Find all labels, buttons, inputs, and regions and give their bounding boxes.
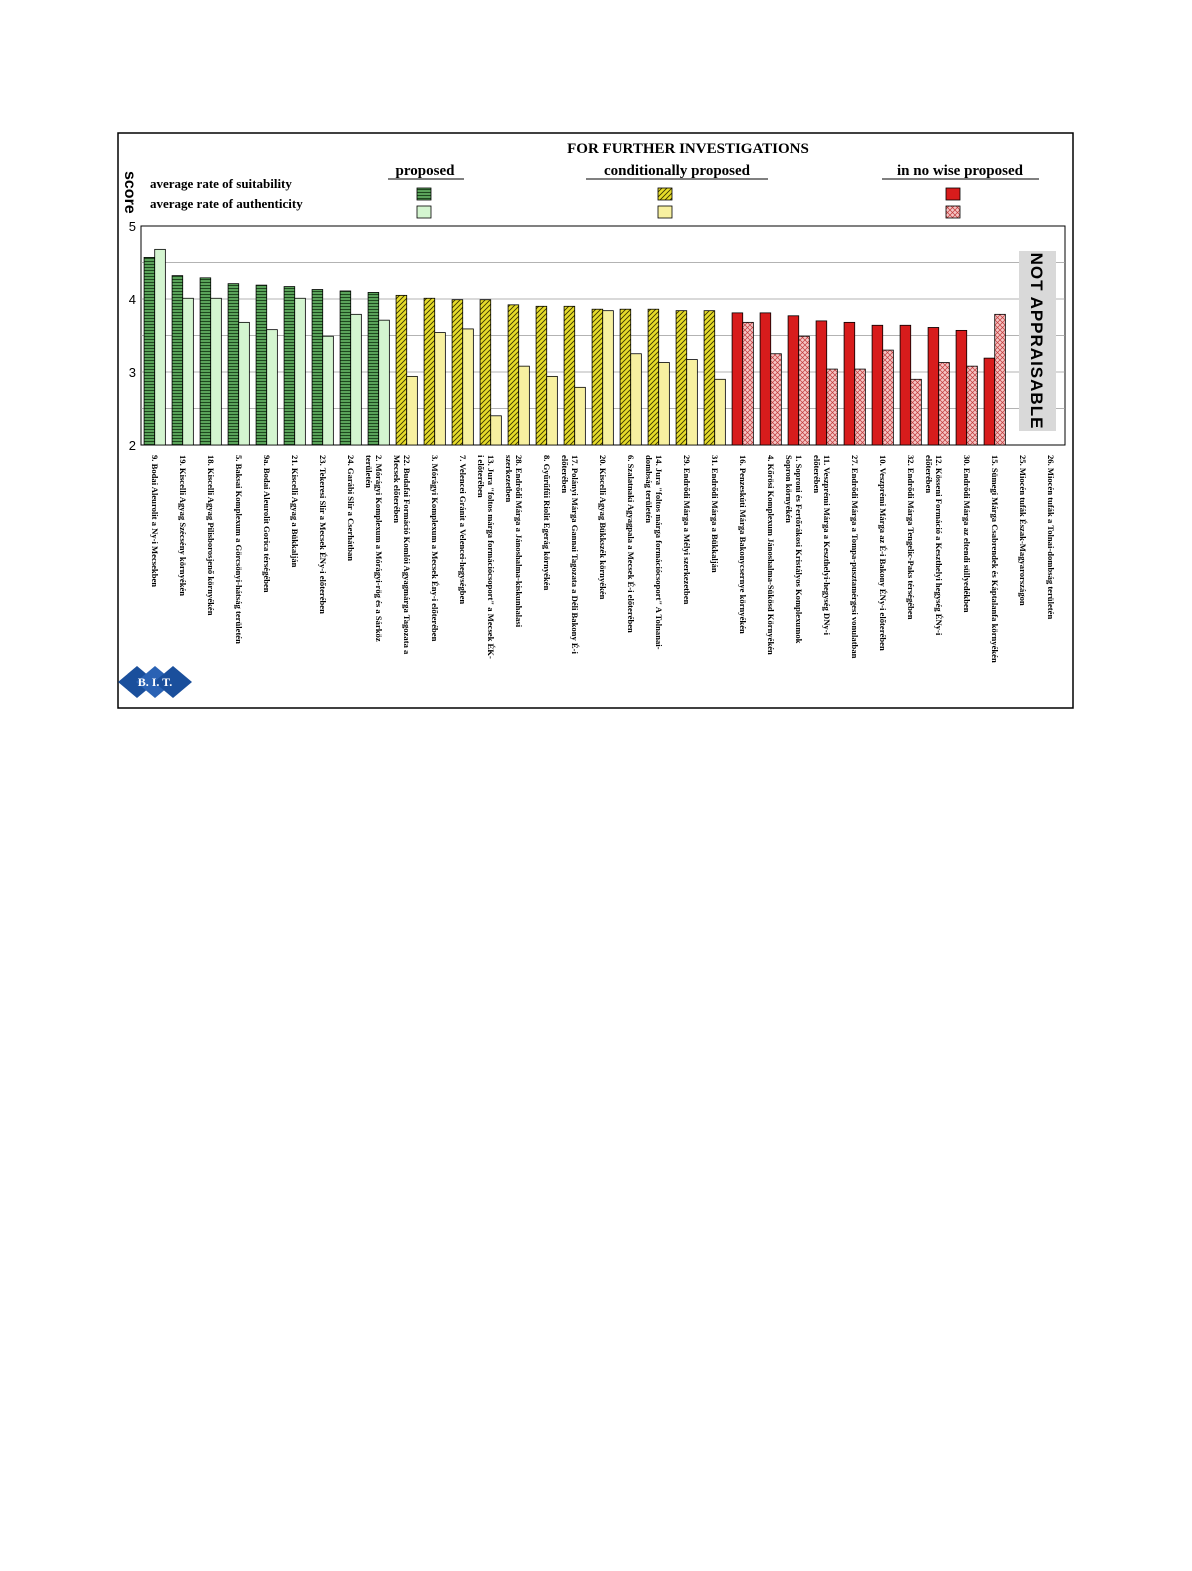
- category-label-line: Mecsek előterében: [392, 455, 402, 524]
- category-label: [150, 455, 160, 587]
- category-label-line: 29. Endrődi Márga a Mélyi szerkezetben: [682, 455, 692, 605]
- bar-suitability: [844, 322, 855, 445]
- bar-authenticity: [939, 363, 950, 445]
- bar-suitability: [228, 284, 239, 445]
- bar-suitability: [788, 316, 799, 445]
- bar-authenticity: [155, 249, 166, 445]
- legend-swatch-notproposed-suitability: [946, 188, 960, 200]
- bar-authenticity: [435, 333, 446, 445]
- category-label: [346, 455, 356, 561]
- bar-suitability: [200, 278, 211, 445]
- category-label: [710, 455, 720, 573]
- category-label: [318, 455, 328, 614]
- category-label-line: 30. Endrődi Márga az eltendi süllyedékben: [962, 455, 972, 613]
- bar-suitability: [284, 287, 295, 445]
- bar-authenticity: [799, 336, 810, 445]
- bar-suitability: [396, 295, 407, 445]
- category-label: [1046, 455, 1056, 619]
- category-label-line: 8. Gyűrűfűi Riolit Egerág környékén: [542, 455, 552, 591]
- category-label-line: Sopron környékén: [784, 455, 794, 523]
- category-label-line: 13. Jura "foltos márga formációcsoport" a Mecsek ÉK-: [486, 455, 496, 659]
- logo-text: B. I. T.: [137, 675, 173, 689]
- bar-authenticity: [771, 354, 782, 445]
- legend-swatch-proposed-authenticity: [417, 206, 431, 218]
- bar-authenticity: [351, 314, 362, 445]
- bar-suitability: [872, 325, 883, 445]
- y-tick-label: 5: [128, 219, 136, 234]
- bar-suitability: [480, 300, 491, 445]
- legend-swatch-conditional-authenticity: [658, 206, 672, 218]
- category-label-line: szerkezetben: [504, 455, 514, 503]
- category-label-line: 31. Endrődi Márga a Bükkalján: [710, 455, 720, 573]
- category-label-line: területén: [364, 455, 374, 488]
- bar-suitability: [648, 309, 659, 445]
- bar-authenticity: [603, 311, 614, 445]
- category-label-line: dombság területén: [644, 455, 654, 524]
- bar-authenticity: [883, 350, 894, 445]
- bar-authenticity: [491, 416, 502, 445]
- category-label-line: i előterében: [476, 455, 486, 498]
- bar-suitability: [760, 313, 771, 445]
- bar-suitability: [620, 309, 631, 445]
- bar-authenticity: [743, 322, 754, 445]
- category-label-line: 32. Endrődi Márga Tengelic-Paks térségében: [906, 455, 916, 620]
- y-tick-label: 3: [128, 365, 136, 380]
- bar-authenticity: [855, 369, 866, 445]
- not-appraisable-label: NOT APPRAISABLE: [1027, 252, 1046, 430]
- bar-authenticity: [547, 376, 558, 445]
- category-label-line: 4. Kőrösi Komplexum Jánoshalma-Sükösd Környékén: [766, 455, 776, 655]
- bar-authenticity: [911, 379, 922, 445]
- category-label-line: 17. Polányi Márga Gannai Tagozata a Déli Bakony É-i: [570, 455, 580, 654]
- bar-authenticity: [715, 379, 726, 445]
- category-label-line: 12. Kösseni Formáció a Keszthelyi hegység ÉNy-i: [934, 455, 944, 636]
- bar-suitability: [676, 311, 687, 445]
- group-label-conditional: conditionally proposed: [603, 163, 751, 179]
- bar-suitability: [956, 330, 967, 445]
- category-label: [598, 455, 608, 600]
- category-label-line: 14. Jura "foltos márga formációcsoport" A Tolnanai-: [654, 455, 664, 650]
- bar-authenticity: [967, 366, 978, 445]
- category-label: [290, 455, 300, 568]
- bar-suitability: [984, 358, 995, 445]
- category-label: [262, 455, 272, 593]
- bar-authenticity: [519, 366, 530, 445]
- legend-swatch-proposed-suitability: [417, 188, 431, 200]
- category-label-line: 9. Bodai Aleurolit a Ny-i Mecsekben: [150, 455, 160, 588]
- category-label: [906, 455, 916, 620]
- category-label-line: 18. Kiscelli Agyag Pilisborosjenő környékén: [206, 455, 216, 616]
- legend-suitability-label: average rate of suitability: [150, 176, 292, 191]
- bar-suitability: [452, 300, 463, 445]
- bar-suitability: [928, 327, 939, 445]
- category-label-line: előterében: [812, 455, 822, 494]
- category-label-line: 2. Mórágyi Komplexum a Mórágyi-rög és a Sárköz: [374, 455, 384, 642]
- category-label-line: 15. Sümegi Márga Csabrendek és Káptalanfa környékén: [990, 455, 1000, 663]
- category-label-line: 28. Endrődi Márga a Jánoshalma-kiskunhalasi: [514, 455, 524, 628]
- category-label-line: 16. Penzeskúti Márga Bakonycsernye környékén: [738, 455, 748, 634]
- bar-suitability: [816, 321, 827, 445]
- category-label-line: 11. Veszprémi Márga a Keszthelyi-hegység DNy-i: [822, 455, 832, 635]
- category-label-line: 21. Kiscelli Agyag a Bükkalján: [290, 455, 300, 568]
- category-label: [542, 455, 552, 591]
- bar-suitability: [508, 305, 519, 445]
- category-label-line: 23. Tekeresi Slír a Mecsek ÉNy-i előterében: [318, 455, 328, 614]
- category-label-line: 10. Veszprémi Márga az É-i Bakony ÉNy-i előterében: [878, 455, 888, 651]
- bar-suitability: [704, 311, 715, 445]
- legend-swatch-conditional-suitability: [658, 188, 672, 200]
- category-label-line: 24. Garábi Slír a Cserhátban: [346, 455, 356, 562]
- y-tick-label: 4: [128, 292, 136, 307]
- bar-authenticity: [379, 320, 390, 445]
- bar-authenticity: [463, 329, 474, 445]
- legend-swatch-notproposed-authenticity: [946, 206, 960, 218]
- category-label-line: 22. Budafai Formáció Komlói Agyagmárga Tagozata a: [402, 455, 412, 655]
- category-label: [766, 455, 776, 655]
- bar-suitability: [536, 306, 547, 445]
- category-label-line: 20. Kiscelli Agyag Bükkszék környékén: [598, 455, 608, 600]
- bar-suitability: [732, 313, 743, 445]
- category-label-line: 25. Miocén tufák Észak-Magyarországon: [1018, 455, 1028, 606]
- bar-authenticity: [631, 354, 642, 445]
- category-label-line: 3. Mórágyi Komplexum a Mecsek Ény-i előterében: [430, 455, 440, 642]
- bar-authenticity: [827, 369, 838, 445]
- bar-authenticity: [687, 360, 698, 445]
- category-label-line: előterében: [560, 455, 570, 494]
- category-label: [1018, 455, 1028, 606]
- bar-suitability: [900, 325, 911, 445]
- category-label-line: 26. Miocén tufák a Tolnai-dombság területén: [1046, 455, 1056, 620]
- category-label: [850, 455, 860, 659]
- category-label-line: 1. Soproni és Fertőrákosi Kristályos Komplexumok: [794, 455, 804, 644]
- y-axis-label: score: [121, 171, 138, 214]
- bar-authenticity: [407, 376, 418, 445]
- category-label: [990, 455, 1000, 663]
- category-label-line: 9a. Bodai Aleurolit Gorica térségében: [262, 455, 272, 593]
- bar-authenticity: [575, 387, 586, 445]
- bar-suitability: [424, 298, 435, 445]
- bar-authenticity: [659, 363, 670, 445]
- category-label-line: 5. Baksai Komplexum a Görcsönyi-hátság területén: [234, 455, 244, 644]
- category-label: [430, 455, 440, 642]
- bar-authenticity: [323, 336, 334, 445]
- category-label: [878, 455, 888, 651]
- group-label-proposed: proposed: [395, 163, 455, 179]
- category-label: [738, 455, 748, 634]
- bar-authenticity: [267, 330, 278, 445]
- category-label: [178, 455, 188, 596]
- bar-authenticity: [239, 322, 250, 445]
- category-label: [206, 455, 216, 616]
- bar-suitability: [340, 291, 351, 445]
- bar-authenticity: [183, 298, 194, 445]
- category-label: [234, 455, 244, 644]
- bar-authenticity: [211, 298, 222, 445]
- category-label-line: 19. Kiscelli Agyag Szécsény környékén: [178, 455, 188, 597]
- category-label: [962, 455, 972, 613]
- group-label-notproposed: in no wise proposed: [896, 163, 1024, 179]
- bar-suitability: [144, 257, 155, 445]
- chart-title: FOR FURTHER INVESTIGATIONS: [567, 141, 809, 157]
- bar-suitability: [592, 309, 603, 445]
- category-label: [682, 455, 692, 605]
- bar-suitability: [564, 306, 575, 445]
- bar-suitability: [368, 292, 379, 445]
- y-tick-label: 2: [128, 438, 136, 453]
- category-label-line: 6. Szalatnaki Agyagpala a Mecsek É-i előterében: [626, 455, 636, 633]
- category-label: [626, 455, 636, 633]
- category-label: [458, 455, 468, 604]
- category-label-line: 27. Endrődi Márga a Tompa-pusztamérgesi vonulatban: [850, 455, 860, 659]
- bar-authenticity: [995, 314, 1006, 445]
- bar-authenticity: [295, 298, 306, 445]
- category-label-line: előterében: [924, 455, 934, 494]
- bar-suitability: [172, 276, 183, 445]
- category-label-line: 7. Velencei Gránit a Velencei-hegységben: [458, 455, 468, 605]
- legend-authenticity-label: average rate of authenticity: [150, 196, 303, 211]
- bar-suitability: [312, 290, 323, 445]
- bar-suitability: [256, 285, 267, 445]
